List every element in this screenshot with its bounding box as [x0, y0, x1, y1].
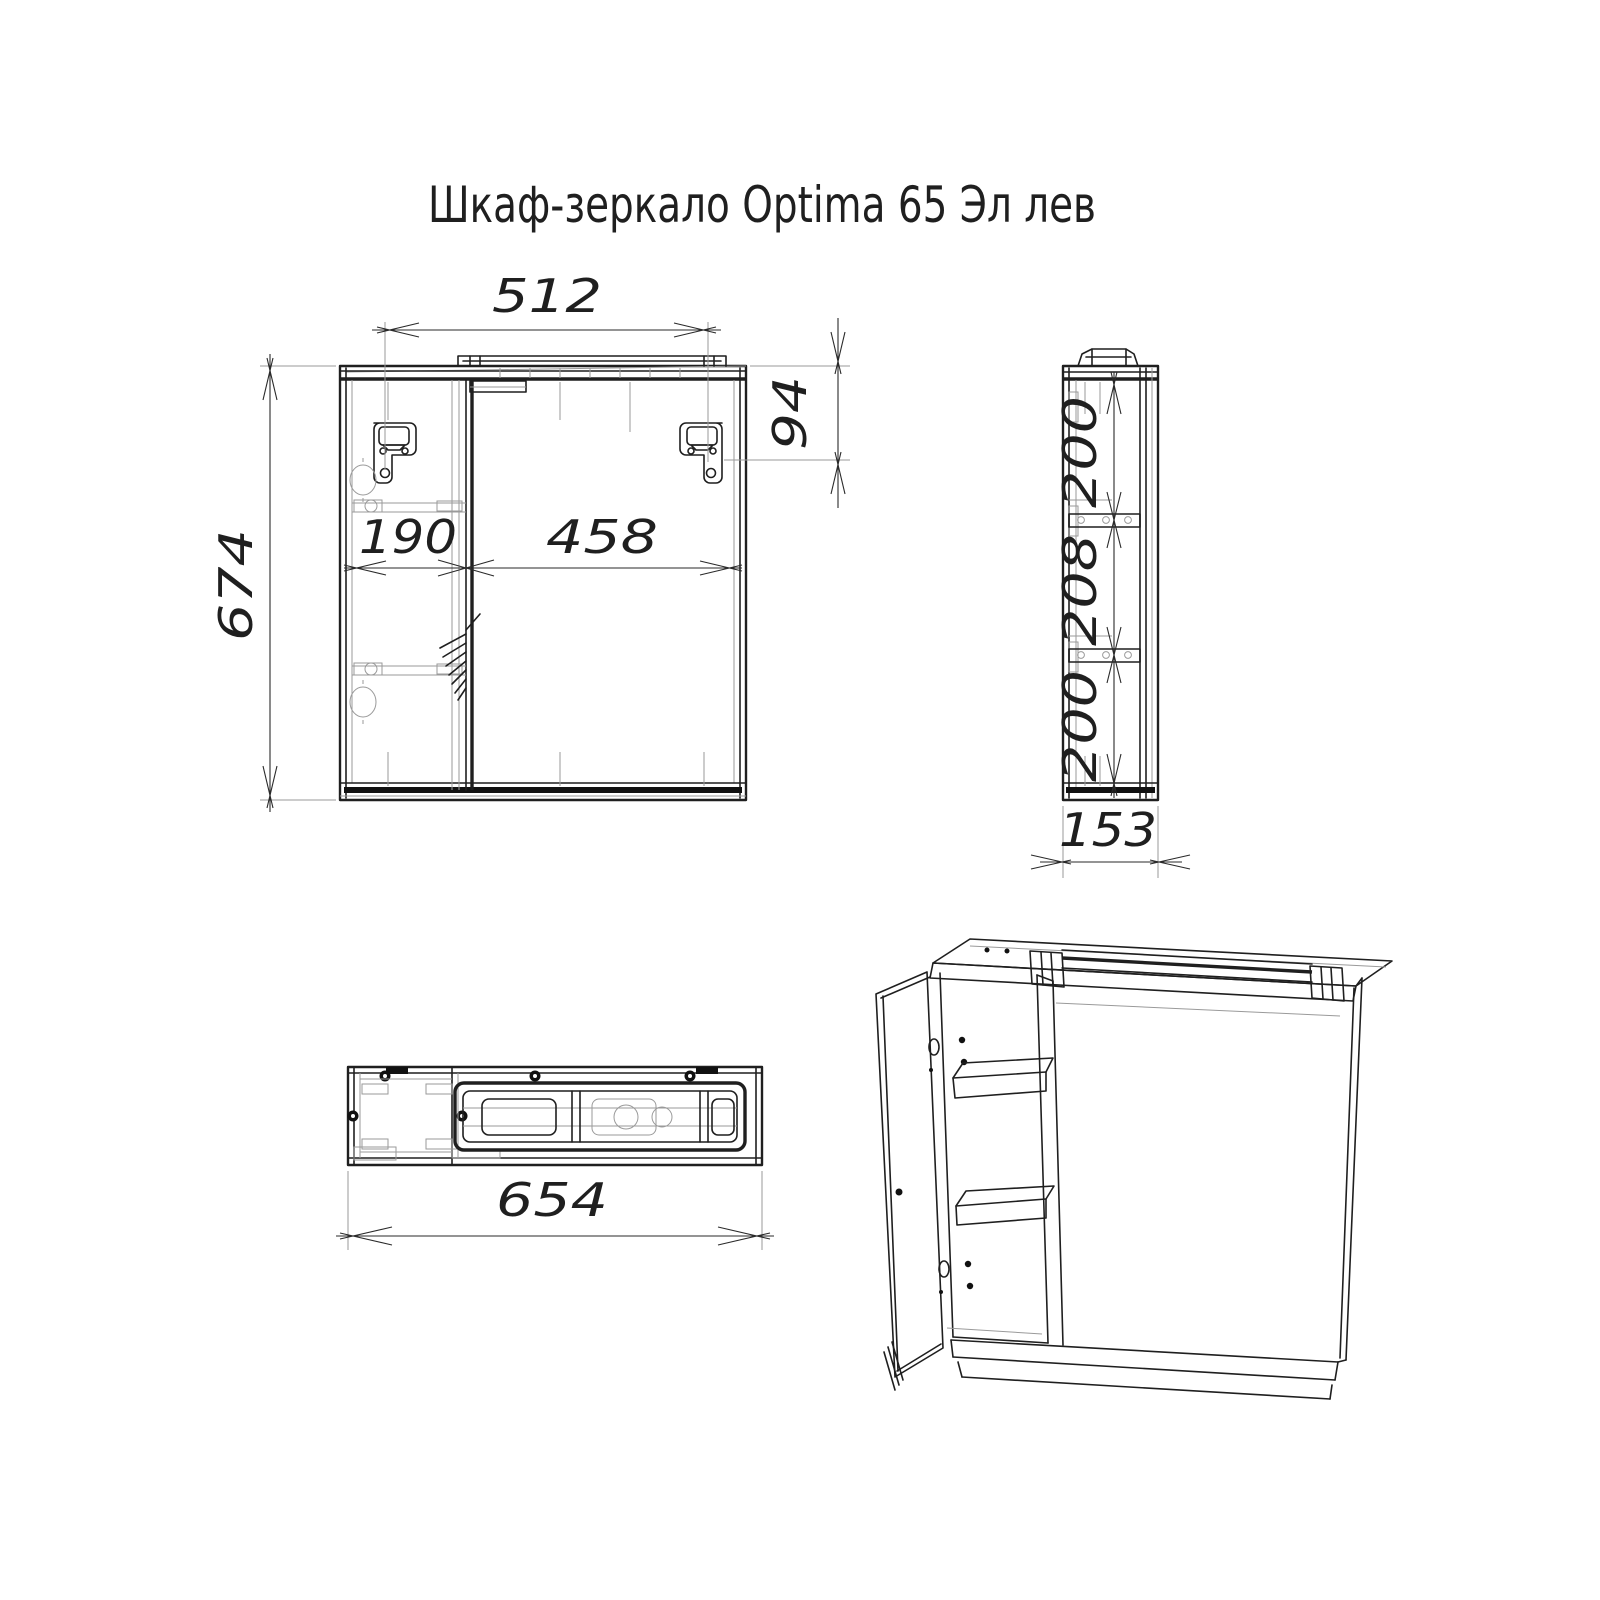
dim-overall-width-label: 654	[496, 1173, 608, 1227]
drawing-title: Шкаф-зеркало Optima 65 Эл лев	[428, 176, 1096, 234]
front-door-edge-hatch	[440, 614, 480, 700]
dim-side-middle-label: 208	[1053, 558, 1107, 646]
dim-shelf-width-label: 190	[359, 510, 457, 564]
dim-overall-width	[336, 1171, 774, 1250]
front-cabinet-outline	[340, 366, 746, 800]
top-lamp-housing	[455, 1083, 745, 1150]
iso-bottom-rail	[951, 1340, 1346, 1399]
dim-side-lower-label: 200	[1053, 694, 1107, 782]
iso-mirror	[1056, 978, 1362, 1360]
top-screws	[348, 1071, 696, 1122]
iso-view	[876, 939, 1392, 1399]
dim-mount-span-label: 512	[492, 269, 602, 323]
iso-shelf-lower	[956, 1186, 1054, 1225]
iso-divider	[1037, 975, 1063, 1345]
front-divider	[452, 380, 472, 790]
front-wall-holes	[350, 458, 376, 724]
iso-lamp	[1030, 950, 1344, 1001]
front-lamp-strip	[458, 356, 726, 392]
side-view	[1031, 349, 1190, 878]
front-seam-ticks	[388, 382, 704, 786]
iso-shelf-upper	[953, 1058, 1053, 1098]
dim-depth	[1031, 803, 1190, 878]
dim-mount-top-offset	[724, 318, 850, 508]
iso-compartment	[929, 973, 1048, 1343]
dim-overall-height-label: 674	[209, 553, 263, 641]
dim-depth-label: 153	[1059, 803, 1157, 857]
dim-overall-height	[209, 354, 336, 812]
iso-door	[876, 972, 943, 1390]
keyhole-bracket-right	[680, 423, 722, 483]
dim-inner-widths	[344, 510, 742, 576]
side-lamp-cap	[1078, 349, 1138, 366]
dim-mirror-width-label: 458	[546, 510, 658, 564]
dim-mount-span	[372, 269, 721, 470]
dim-side-sections	[1053, 372, 1121, 798]
dim-side-upper-label: 200	[1053, 420, 1107, 508]
keyhole-bracket-left	[374, 423, 416, 483]
top-view	[336, 1067, 774, 1250]
dim-mount-top-offset-label: 94	[763, 391, 817, 450]
front-view	[209, 269, 850, 812]
